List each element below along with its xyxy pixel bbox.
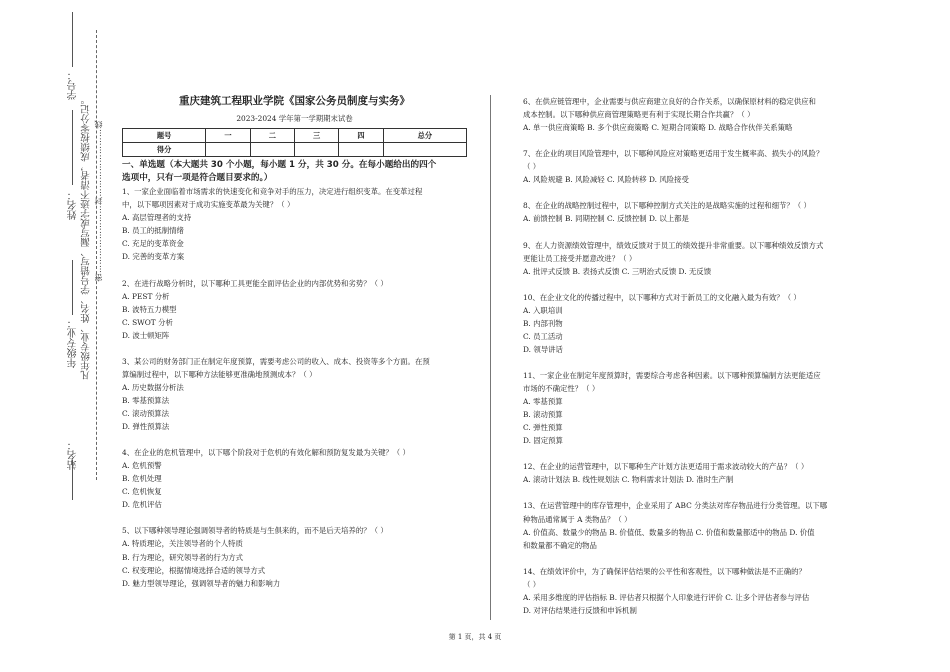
spacer (122, 342, 467, 355)
answer-option: C. 充足的变革资金 (122, 239, 184, 249)
answer-option: B. 危机处理 (122, 474, 162, 484)
binding-margin (0, 0, 110, 672)
question-line: 11、一家企业在制定年度预算时，需要综合考虑各种因素。以下哪种预算编制方法更能适应 (523, 370, 821, 380)
answer-option: D. 领导讲话 (523, 344, 563, 354)
spacer (122, 511, 467, 524)
question-line: 9、在人力资源绩效管理中，绩效反馈对于员工的绩效提升非常重要。以下哪种绩效反馈方式 (523, 240, 824, 250)
answer-option: D. 对评估结果进行反馈和申诉机制 (523, 605, 637, 615)
spacer (523, 186, 868, 199)
student-id-label: 学号： (68, 70, 79, 100)
score-cell[interactable] (339, 143, 383, 157)
warning-text: 凡年级专业、姓名、学号错写、漏写或字迹不清者，成绩按零分记。 (81, 95, 92, 380)
spacer (523, 134, 868, 147)
page-footer: 第 1 页，共 4 页 (448, 633, 502, 641)
right-column (523, 95, 868, 617)
answer-option: A. 零基预算 (523, 397, 563, 407)
score-table-score-row (123, 143, 467, 157)
answer-option: C. 弹性预算 (523, 423, 563, 433)
question-line: 2、在进行战略分析时，以下哪种工具更能全面评估企业的内部优势和劣势？（ ） (122, 278, 388, 288)
score-cell: 题号 (123, 129, 206, 143)
question-line: 和数量都不确定的物品 (523, 540, 597, 550)
answer-option: A. 特质理论，关注领导者的个人特质 (122, 539, 243, 549)
answer-option: A. 采用多维度的评估指标 B. 评估者只根据个人印象进行评价 C. 让多个评估者参与评估 (523, 592, 810, 602)
score-cell[interactable] (294, 143, 338, 157)
score-cell: 总分 (383, 129, 466, 143)
answer-option: B. 内部刊物 (523, 318, 563, 328)
score-cell: 一 (206, 129, 250, 143)
question-line: 14、在绩效评价中，为了确保评估结果的公平性和客观性，以下哪种做法是不正确的？ (523, 566, 806, 576)
answer-option: B. 波特五力模型 (122, 304, 177, 314)
answer-option: A. PEST 分析 (122, 291, 170, 301)
score-table-header-row (123, 129, 467, 143)
spacer (523, 447, 868, 460)
answer-option: C. SWOT 分析 (122, 317, 173, 327)
answer-option: A. 高层管理者的支持 (122, 213, 192, 223)
question-line: 3、某公司的财务部门正在制定年度预算，需要考虑公司的收入、成本、投资等多个方面。在预 (122, 356, 430, 366)
answer-option: B. 行为理论，研究领导者的行为方式 (122, 552, 243, 562)
spacer (523, 486, 868, 499)
answer-option: C. 危机恢复 (122, 487, 162, 497)
name-label: 姓名： (68, 190, 79, 220)
answer-option: B. 滚动预算 (523, 410, 563, 420)
exam-title: 重庆建筑工程职业学院《国家公务员制度与实务》 (179, 95, 410, 107)
question-line: 12、在企业的运营管理中，以下哪种生产计划方法更适用于需求波动较大的产品？（ ） (523, 462, 809, 472)
question-line: 中，以下哪项因素对于成功实施变革最为关键？（ ） (122, 200, 295, 210)
answer-option: A. 批评式反馈 B. 表扬式反馈 C. 三明治式反馈 D. 无反馈 (523, 266, 712, 276)
answer-option: C. 员工活动 (523, 331, 563, 341)
answer-option: B. 零基预算法 (122, 395, 170, 405)
score-cell: 四 (339, 129, 383, 143)
answer-option: D. 弹性预算法 (122, 422, 170, 432)
spacer (122, 263, 467, 276)
answer-option: D. 固定预算 (523, 436, 563, 446)
question-line: 市场的不确定性？（ ） (523, 384, 600, 394)
major-label: 年级专业： (68, 318, 79, 368)
exam-subtitle: 2023-2024 学年第一学期期末试卷 (236, 114, 353, 124)
school-label: 站名： (68, 440, 79, 470)
score-cell: 得分 (123, 143, 206, 157)
question-line: 更能让员工接受并愿意改进？（ ） (523, 253, 637, 263)
name-line (72, 110, 73, 185)
question-line: 6、在供应链管理中，企业需要与供应商建立良好的合作关系，以确保原材料的稳定供应和 (523, 97, 816, 106)
major-line (72, 260, 73, 315)
answer-option: D. 波士顿矩阵 (122, 330, 170, 340)
seal-text: 密……………………封……………………线 (94, 120, 103, 282)
answer-option: C. 权变理论，根据情境选择合适的领导方式 (122, 565, 266, 575)
score-cell: 二 (250, 129, 294, 143)
spacer (122, 433, 467, 446)
score-cell[interactable] (383, 143, 466, 157)
question-line: 种物品通常属于 A 类物品？（ ） (523, 514, 632, 524)
answer-option: A. 单一供应商策略 B. 多个供应商策略 C. 短期合同策略 D. 战略合作伙伴关系策略 (523, 123, 793, 133)
answer-option: B. 员工的抵制情绪 (122, 226, 184, 236)
question-line: 成本控制。以下哪种供应商管理策略更有利于实现长期合作共赢？（ ） (523, 110, 755, 120)
spacer (523, 552, 868, 565)
seal-dashed-line (96, 30, 97, 480)
question-line: 7、在企业的项目风险管理中，以下哪种风险应对策略更适用于发生概率高、损失小的风险？ (523, 149, 824, 159)
column-divider (490, 95, 491, 620)
answer-option: A. 滚动计划法 B. 线性规划法 C. 物料需求计划法 D. 准时生产制 (523, 475, 734, 485)
left-question-list (122, 185, 467, 589)
question-line: 10、在企业文化的传播过程中，以下哪种方式对于新员工的文化融入最为有效？（ ） (523, 292, 801, 302)
school-line (72, 460, 73, 500)
answer-option: A. 历史数据分析法 (122, 382, 184, 392)
score-cell[interactable] (206, 143, 250, 157)
question-line: 算编制过程中，以下哪种方法能够更准确地预测成本？（ ） (122, 369, 317, 379)
answer-option: D. 完善的变革方案 (122, 252, 185, 262)
answer-option: A. 风险规避 B. 风险减轻 C. 风险转移 D. 风险接受 (523, 175, 689, 185)
right-question-list (523, 95, 868, 617)
answer-option: A. 价值高、数量少的物品 B. 价值低、数量多的物品 C. 价值和数量都适中的物品 D. 价值 (523, 527, 815, 537)
student-id-line (72, 12, 73, 67)
question-line: 13、在运营管理中的库存管理中，企业采用了 ABC 分类法对库存物品进行分类管理。以下哪 (523, 501, 828, 511)
score-table (122, 128, 467, 157)
question-line: 8、在企业的战略控制过程中，以下哪种控制方式关注的是战略实施的过程和细节？（ ） (523, 201, 811, 211)
answer-option: A. 危机预警 (122, 461, 162, 471)
left-column (122, 95, 467, 590)
score-cell: 三 (294, 129, 338, 143)
question-line: 4、在企业的危机管理中，以下哪个阶段对于危机的有效化解和预防复发最为关键？（ ） (122, 448, 410, 458)
answer-option: A. 入职培训 (523, 305, 563, 315)
question-line: （ ） (523, 162, 541, 172)
answer-option: A. 前馈控制 B. 同期控制 C. 反馈控制 D. 以上都是 (523, 214, 689, 224)
question-line: 5、以下哪种领导理论强调领导者的特质是与生俱来的，而不是后天培养的？（ ） (122, 526, 388, 536)
question-line: 1、一家企业面临着市场需求的快速变化和竞争对手的压力，决定进行组织变革。在变革过程 (122, 187, 423, 197)
spacer (523, 356, 868, 369)
section-heading-line-2: 选项中，只有一项是符合题目要求的。） (122, 173, 273, 184)
spacer (523, 225, 868, 238)
answer-option: D. 魅力型领导理论，强调领导者的魅力和影响力 (122, 578, 281, 588)
answer-option: C. 滚动预算法 (122, 408, 170, 418)
question-line: （ ） (523, 579, 541, 589)
answer-option: D. 危机评估 (122, 500, 162, 510)
score-cell[interactable] (250, 143, 294, 157)
section-heading-line-1: 一、单选题（本大题共 30 个小题，每小题 1 分，共 30 分。在每小题给出的四个 (122, 160, 437, 171)
spacer (523, 278, 868, 291)
